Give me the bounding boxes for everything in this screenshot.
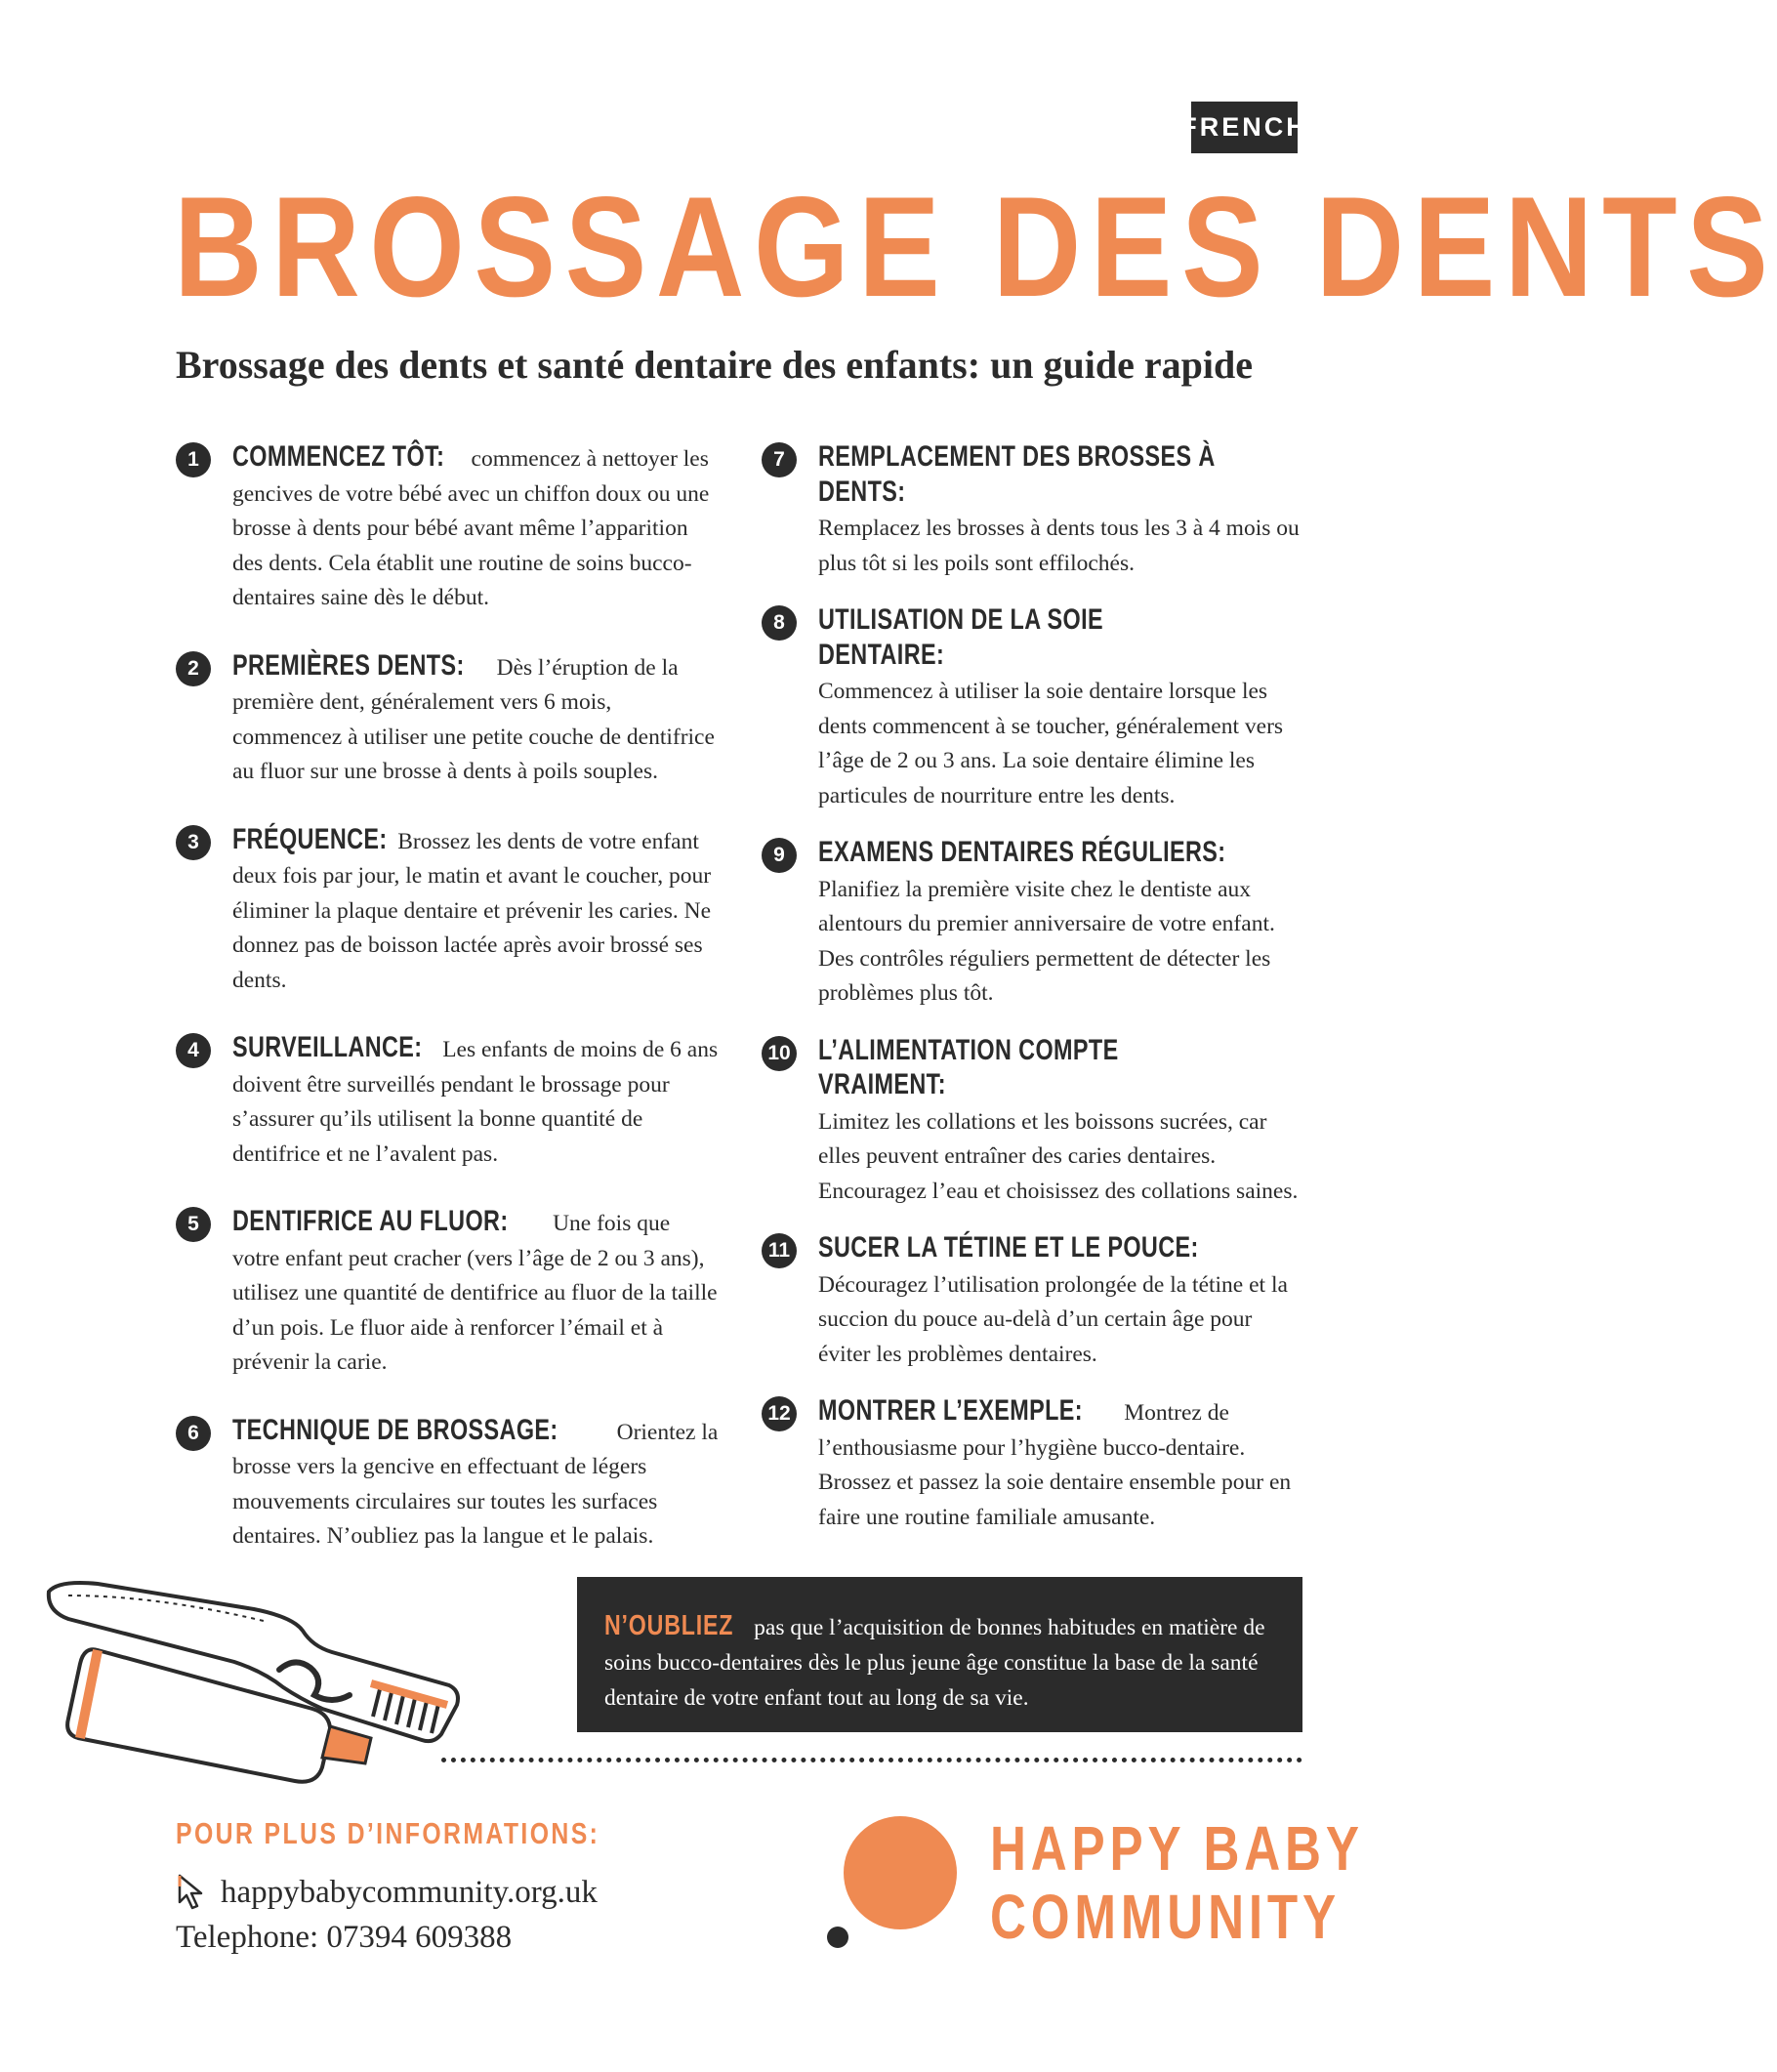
tip-text: Brossez les dents de votre enfant deux fois par jour, le matin et avant le coucher, pour éliminer la plaque dentaire et prévenir les caries. Ne donnez pas de boisson lactée après avoir brossé ses dents. [232, 828, 712, 993]
tip-heading: SUCER LA TÉTINE ET LE POUCE: [818, 1231, 1199, 1264]
tip-number-badge: 12 [762, 1396, 797, 1431]
page-title: BROSSAGE DES DENTS [174, 167, 1777, 326]
tip-number-badge: 6 [176, 1416, 211, 1451]
tip-item [762, 1033, 1308, 1210]
tip-heading: MONTRER L’EXEMPLE: [818, 1394, 1083, 1427]
tip-number-badge: 3 [176, 825, 211, 860]
brand-name [990, 1814, 1364, 1951]
website-link[interactable] [176, 1873, 598, 1912]
tip-number-badge: 7 [762, 442, 797, 477]
tip-text: Montrez de l’enthousiasme pour l’hygiène bucco-dentaire. Brossez et passez la soie dentaire ensemble pour en faire une routine familiale amusante. [818, 1400, 1292, 1530]
tip-item [762, 1393, 1308, 1535]
reminder-box [577, 1577, 1302, 1732]
reminder-text: pas que l’acquisition de bonnes habitudes en matière de soins bucco-dentaires dès le plus jeune âge constitue la base de la santé dentaire de votre enfant tout au long de sa vie. [604, 1615, 1265, 1711]
tip-item [176, 439, 723, 616]
tip-text: commencez à nettoyer les gencives de votre bébé avec un chiffon doux ou une brosse à dents pour bébé avant même l’apparition des dents. Cela établit une routine de soins bucco-dentaires saine dès le début. [232, 446, 710, 610]
tip-number-badge: 1 [176, 442, 211, 477]
tip-text: Les enfants de moins de 6 ans doivent être surveillés pendant le brossage pour s’assurer qu’ils utilisent la bonne quantité de dentifrice et ne l’avalent pas. [232, 1037, 719, 1167]
tip-item [176, 1030, 723, 1172]
tip-text: Une fois que votre enfant peut cracher (vers l’âge de 2 ou 3 ans), utilisez une quantité de dentifrice au fluor de la taille d’un pois. Le fluor aide à renforcer l’émail et à prévenir la carie. [232, 1211, 718, 1375]
page-subtitle: Brossage des dents et santé dentaire des enfants: un guide rapide [176, 343, 1254, 387]
tip-number-badge: 8 [762, 605, 797, 641]
website-text[interactable]: happybabycommunity.org.uk [221, 1874, 598, 1910]
tips-column-right [762, 439, 1308, 1556]
more-info-heading: POUR PLUS D’INFORMATIONS: [176, 1816, 600, 1850]
cursor-icon [176, 1873, 211, 1912]
tip-heading: SURVEILLANCE: [232, 1031, 423, 1063]
tip-item [176, 1204, 723, 1381]
tip-item [762, 439, 1308, 581]
tip-text: Orientez la brosse vers la gencive en effectuant de légers mouvements circulaires sur toutes les surfaces dentaires. N’oubliez pas la langue et le palais. [232, 1419, 719, 1549]
tip-heading: PREMIÈRES DENTS: [232, 648, 465, 682]
tip-heading: REMPLACEMENT DES BROSSES À DENTS: [818, 440, 1216, 508]
tip-item [762, 835, 1308, 1012]
tip-heading: UTILISATION DE LA SOIE DENTAIRE: [818, 603, 1103, 671]
tip-text: Remplacez les brosses à dents tous les 3 à 4 mois ou plus tôt si les poils sont effilochés. [818, 516, 1300, 576]
tip-text: Dès l’éruption de la première dent, généralement vers 6 mois, commencez à utiliser une petite couche de dentifrice au fluor sur une brosse à dents à poils souples. [232, 654, 715, 784]
dotted-divider [441, 1758, 1302, 1762]
tip-number-badge: 11 [762, 1233, 797, 1268]
language-badge: FRENCH [1191, 102, 1298, 153]
phone-number: Telephone: 07394 609388 [176, 1920, 513, 1955]
tip-heading: FRÉQUENCE: [232, 822, 388, 855]
tip-text: Limitez les collations et les boissons sucrées, car elles peuvent entraîner des caries dentaires. Encouragez l’eau et choisissez des collations saines. [818, 1108, 1299, 1204]
tip-number-badge: 9 [762, 838, 797, 873]
tip-heading: COMMENCEZ TÔT: [232, 440, 445, 473]
tip-text: Découragez l’utilisation prolongée de la tétine et la succion du pouce au-delà d’un certain âge pour éviter les problèmes dentaires. [818, 1271, 1288, 1367]
tip-heading: L’ALIMENTATION COMPTE VRAIMENT: [818, 1033, 1119, 1100]
tip-text: Planifiez la première visite chez le dentiste aux alentours du premier anniversaire de votre enfant. Des contrôles réguliers permettent de détecter les problèmes plus tôt. [818, 876, 1275, 1006]
brand-name-line1: HAPPY BABY [990, 1813, 1364, 1884]
tip-item [762, 1230, 1308, 1372]
tip-item [762, 602, 1308, 813]
tip-heading: EXAMENS DENTAIRES RÉGULIERS: [818, 836, 1226, 868]
tip-number-badge: 2 [176, 651, 211, 686]
tip-heading: DENTIFRICE AU FLUOR: [232, 1205, 509, 1237]
tips-column-left [176, 439, 723, 1587]
tip-item [176, 648, 723, 790]
tip-heading: TECHNIQUE DE BROSSAGE: [232, 1413, 558, 1446]
tip-item [176, 822, 723, 999]
tip-number-badge: 5 [176, 1207, 211, 1242]
tip-number-badge: 10 [762, 1036, 797, 1071]
tip-item [176, 1413, 723, 1554]
tip-number-badge: 4 [176, 1033, 211, 1068]
tip-text: Commencez à utiliser la soie dentaire lorsque les dents commencent à se toucher, généralement vers l’âge de 2 ou 3 ans. La soie dentaire élimine les particules de nourriture entre les dents. [818, 679, 1284, 808]
brand-name-line2: COMMUNITY [990, 1882, 1341, 1952]
reminder-heading: N’OUBLIEZ [604, 1610, 734, 1641]
brand-logo-icon [824, 1806, 961, 1953]
